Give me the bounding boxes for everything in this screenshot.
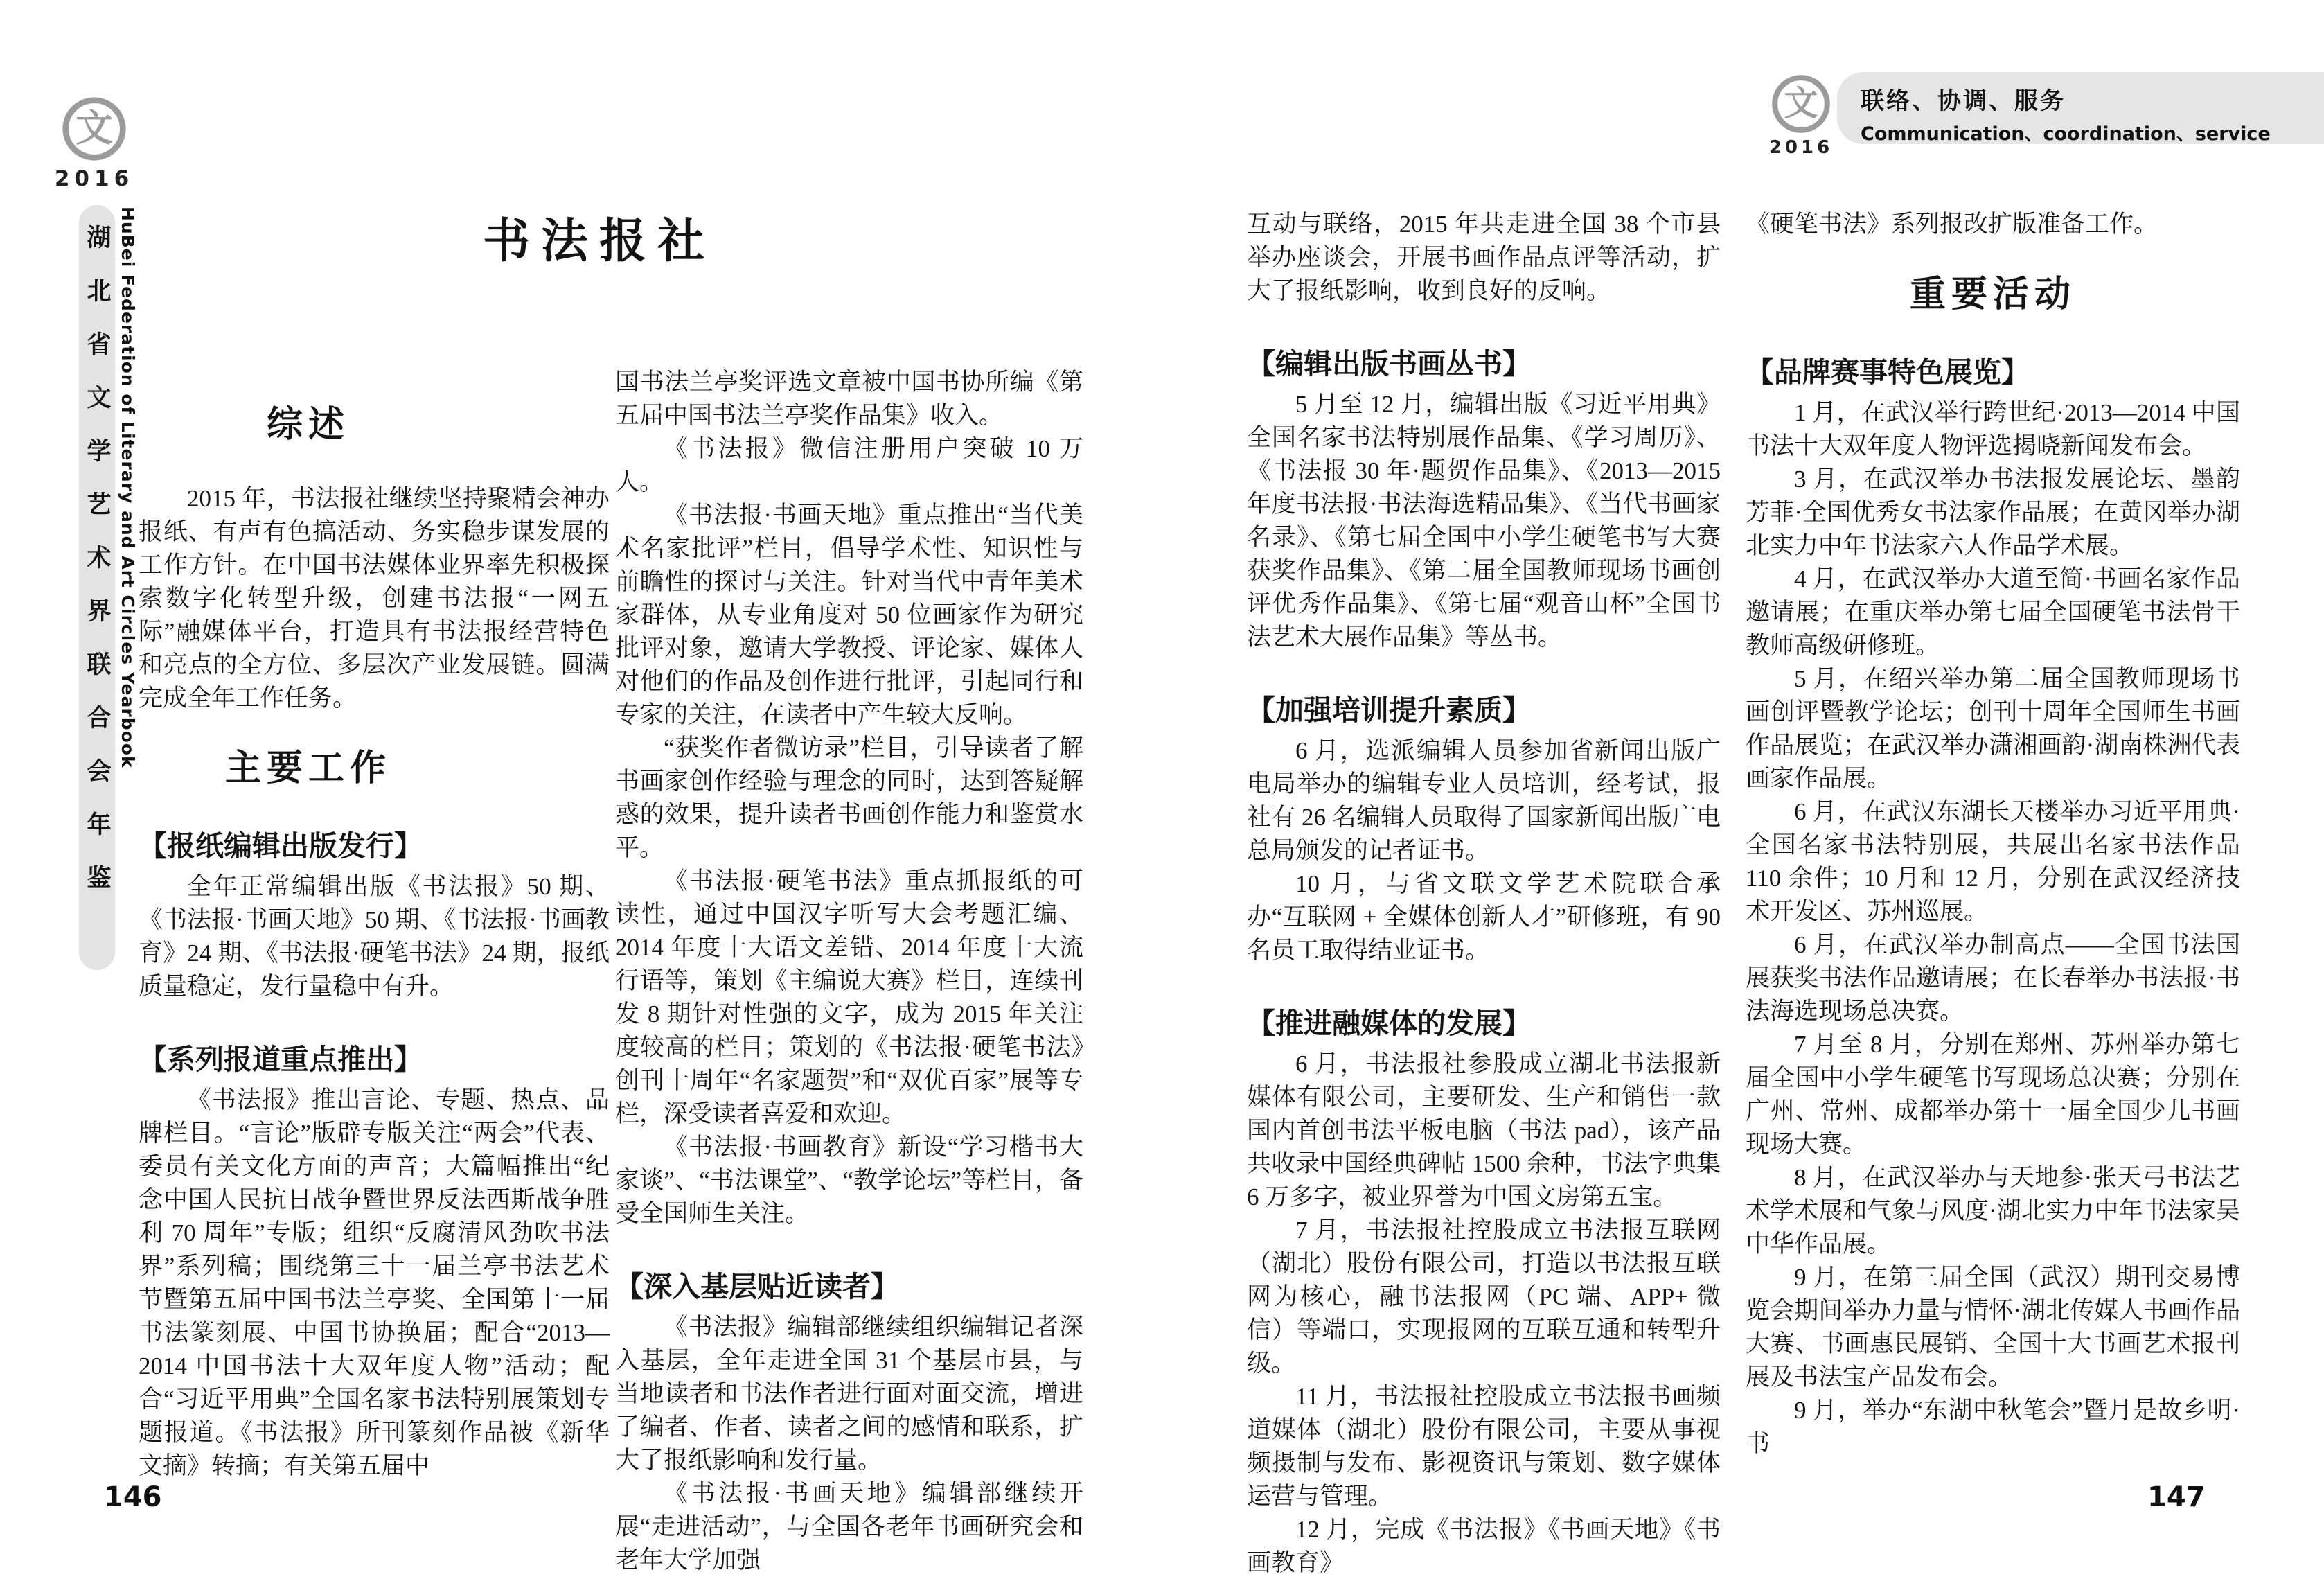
right-column-2-cont-0: 《硬笔书法》系列报改扩版准备工作。 bbox=[1746, 211, 2158, 238]
svg-text:文: 文 bbox=[76, 106, 113, 150]
page-number-right: 147 bbox=[2147, 1481, 2206, 1513]
page-number-left: 146 bbox=[104, 1481, 162, 1513]
header-year: 2016 bbox=[1768, 137, 1834, 158]
right-column-1-subhead-3: 【加强培训提升素质】 bbox=[1247, 694, 1531, 727]
right-column-1-para-8: 7 月，书法报社控股成立书法报互联网（湖北）股份有限公司，打造以书法报互联网为核心，融书法报网（PC 端、APP+ 微信）等端口，实现报网的互联互通和转型升级。 bbox=[1247, 1217, 1721, 1377]
sidebar-title-cn: 湖北省文学艺术界联合会年鉴 bbox=[83, 224, 111, 918]
left-column-2-para-7: 《书法报》编辑部继续组织编辑记者深入基层，全年走进全国 31 个基层市县，与当地读者和书法作者进行面对面交流，增进了编者、作者、读者之间的感情和联系，扩大了报纸影响和发行量。 bbox=[615, 1314, 1083, 1474]
left-column-1-section-2: 主要工作 bbox=[224, 748, 391, 789]
right-column-1-para-9: 11 月，书法报社控股成立书法报书画频道媒体（湖北）股份有限公司，主要从事视频摄制与发布、影视资讯与策划、数字媒体运营与管理。 bbox=[1247, 1383, 1721, 1510]
right-column-2-para-9: 7 月至 8 月，分别在郑州、苏州举办第七届全国中小学生硬笔书写现场总决赛；分别在广州、常州、成都举办第十一届全国少儿书画现场大赛。 bbox=[1746, 1031, 2240, 1158]
left-column-2 bbox=[615, 366, 1083, 1577]
left-column-2-cont-0: 国书法兰亭奖评选文章被中国书协所编《第五届中国书法兰亭奖作品集》收入。 bbox=[615, 369, 1083, 429]
right-column-2-section-1: 重要活动 bbox=[1909, 274, 2076, 315]
left-column-1-subhead-3: 【报纸编辑出版发行】 bbox=[139, 829, 423, 863]
right-column-1-para-2: 5 月至 12 月，编辑出版《习近平用典》全国名家书法特别展作品集、《学习周历》、《书法报 30 年·题贺作品集》、《2013—2015 年度书法报·书法海选精品集》、《当代书画家名录》、《第七届全国中小学生硬笔书写大赛获奖作品集》、《第二届全国教师现场书画创评优秀作品集》、《第七届“观音山杯”全国书法艺术大展作品集》等丛书。 bbox=[1247, 391, 1721, 651]
left-column-2-para-1: 《书法报》微信注册用户突破 10 万人。 bbox=[615, 435, 1083, 495]
article-title: 书法报社 bbox=[482, 213, 716, 269]
right-column-2-para-6: 5 月，在绍兴举办第二届全国教师现场书画创评暨教学论坛；创刊十周年全国师生书画作品展览；在武汉举办潇湘画韵·湖南株洲代表画家作品展。 bbox=[1746, 665, 2240, 792]
left-column-2-para-8: 《书法报·书画天地》编辑部继续开展“走进活动”，与全国各老年书画研究会和老年大学加强 bbox=[615, 1480, 1083, 1573]
right-column-1-subhead-1: 【编辑出版书画丛书】 bbox=[1247, 347, 1531, 380]
right-column-2-para-10: 8 月，在武汉举办与天地参·张天弓书法艺术学术展和气象与风度·湖北实力中年书法家吴中华作品展。 bbox=[1746, 1164, 2240, 1258]
left-column-1-para-6: 《书法报》推出言论、专题、热点、品牌栏目。“言论”版辟专版关注“两会”代表、委员有关文化方面的声音；大篇幅推出“纪念中国人民抗日战争暨世界反法西斯战争胜利 70 周年”专版；组织“反腐清风劲吹书法界”系列稿；围绕第三十一届兰亭书法艺术节暨第五届中国书法兰亭奖、全国第十一届书法篆刻展、中国书协换届；配合“2013—2014 中国书法十大双年度人物”活动；配合“习近平用典”全国名家书法特别展策划专题报道。《书法报》所刊篆刻作品被《新华文摘》转摘；有关第五届中 bbox=[139, 1086, 610, 1479]
chapter-tag-cn: 联络、协调、服务 bbox=[1861, 87, 2066, 115]
left-column-2-para-2: 《书法报·书画天地》重点推出“当代美术名家批评”栏目，倡导学术性、知识性与前瞻性的探讨与关注。针对当代中青年美术家群体，从专业角度对 50 位画家作为研究批评对象，邀请大学教授、评论家、媒体人对他们的作品及创作进行批评，引起同行和专家的关注，在读者中产生较大反响。 bbox=[615, 502, 1083, 728]
svg-text:文: 文 bbox=[1784, 82, 1818, 123]
left-column-1 bbox=[139, 403, 610, 1483]
right-column-2-para-11: 9 月，在第三届全国（武汉）期刊交易博览会期间举办力量与情怀·湖北传媒人书画作品大赛、书画惠民展销、全国十大书画艺术报刊展及书法宝产品发布会。 bbox=[1746, 1264, 2240, 1391]
right-column-2-para-7: 6 月，在武汉东湖长天楼举办习近平用典·全国名家书法特别展，共展出名家书法作品 110 余件；10 月和 12 月，分别在武汉经济技术开发区、苏州巡展。 bbox=[1746, 798, 2240, 925]
left-column-2-subhead-6: 【深入基层贴近读者】 bbox=[615, 1270, 899, 1303]
chapter-tag-banner bbox=[1837, 72, 2324, 144]
right-column-2-para-12: 9 月，举办“东湖中秋笔会”暨月是故乡明·书 bbox=[1746, 1397, 2240, 1457]
right-column-1-cont-0: 互动与联络，2015 年共走进全国 38 个市县举办座谈会，开展书画作品点评等活动，扩大了报纸影响，收到良好的反响。 bbox=[1247, 211, 1721, 304]
right-column-2-para-8: 6 月，在武汉举办制高点——全国书法国展获奖书法作品邀请展；在长春举办书法报·书法海选现场总决赛。 bbox=[1746, 931, 2240, 1025]
left-column-1-para-1: 2015 年，书法报社继续坚持聚精会神办报纸、有声有色搞活动、务实稳步谋发展的工作方针。在中国书法媒体业界率先积极探索数字化转型升级，创建书法报“一网五际”融媒体平台，打造具有书法报经营特色和亮点的全方位、多层次产业发展链。圆满完成全年工作任务。 bbox=[139, 485, 610, 712]
left-column-2-para-3: “获奖作者微访录”栏目，引导读者了解书画家创作经验与理念的同时，达到答疑解惑的效果，提升读者书画创作能力和鉴赏水平。 bbox=[615, 734, 1083, 861]
right-column-2-para-5: 4 月，在武汉举办大道至简·书画名家作品邀请展；在重庆举办第七届全国硬笔书法骨干教师高级研修班。 bbox=[1746, 565, 2240, 659]
left-column-2-para-5: 《书法报·书画教育》新设“学习楷书大家谈”、“书法课堂”、“教学论坛”等栏目，备受全国师生关注。 bbox=[615, 1133, 1083, 1227]
federation-logo-icon bbox=[61, 96, 127, 162]
left-column-2-para-4: 《书法报·硬笔书法》重点抓报纸的可读性，通过中国汉字听写大会考题汇编、2014 年度十大语文差错、2014 年度十大流行语等，策划《主编说大赛》栏目，连续刊发 8 期针对性强的文字，成为 2015 年关注度较高的栏目；策划的《书法报·硬笔书法》创刊十周年“名家题贺”和“双优百家”展等专栏，深受读者喜爱和欢迎。 bbox=[615, 867, 1083, 1127]
left-column-1-subhead-5: 【系列报道重点推出】 bbox=[139, 1043, 423, 1076]
right-column-1-subhead-6: 【推进融媒体的发展】 bbox=[1247, 1007, 1531, 1040]
left-column-1-para-4: 全年正常编辑出版《书法报》50 期、《书法报·书画天地》50 期、《书法报·书画教育》24 期、《书法报·硬笔书法》24 期，报纸质量稳定，发行量稳中有升。 bbox=[139, 873, 610, 1000]
right-column-1-para-7: 6 月，书法报社参股成立湖北书法报新媒体有限公司，主要研发、生产和销售一款国内首创书法平板电脑（书法 pad），该产品共收录中国经典碑帖 1500 余种，书法字典集 6 万多字，被业界誉为中国文房第五宝。 bbox=[1247, 1050, 1721, 1210]
federation-logo-icon bbox=[1771, 73, 1831, 134]
right-column-2-para-4: 3 月，在武汉举办书法报发展论坛、墨韵芳菲·全国优秀女书法家作品展；在黄冈举办湖北实力中年书法家六人作品学术展。 bbox=[1746, 466, 2240, 559]
right-column-2-para-3: 1 月，在武汉举行跨世纪·2013—2014 中国书法十大双年度人物评选揭晓新闻发布会。 bbox=[1746, 399, 2240, 459]
sidebar-title-en: HuBei Federation of Literary and Art Circles Yearbook bbox=[118, 206, 138, 768]
right-column-2-subhead-2: 【品牌赛事特色展览】 bbox=[1746, 355, 2030, 389]
chapter-tag-en: Communication、coordination、service bbox=[1861, 123, 2271, 145]
right-column-2 bbox=[1746, 208, 2240, 1461]
right-column-1-para-4: 6 月，选派编辑人员参加省新闻出版广电局举办的编辑专业人员培训，经考试，报社有 26 名编辑人员取得了国家新闻出版广电总局颁发的记者证书。 bbox=[1247, 737, 1721, 864]
sidebar-year: 2016 bbox=[54, 166, 134, 191]
right-column-1-para-10: 12 月，完成《书法报》《书画天地》《书画教育》 bbox=[1247, 1516, 1721, 1576]
right-column-1 bbox=[1247, 208, 1721, 1580]
left-column-1-section-0: 综述 bbox=[266, 404, 350, 445]
sidebar-vertical-banner bbox=[79, 205, 115, 970]
right-column-1-para-5: 10 月，与省文联文学艺术院联合承办“互联网 + 全媒体创新人才”研修班，有 90 名员工取得结业证书。 bbox=[1247, 870, 1721, 964]
